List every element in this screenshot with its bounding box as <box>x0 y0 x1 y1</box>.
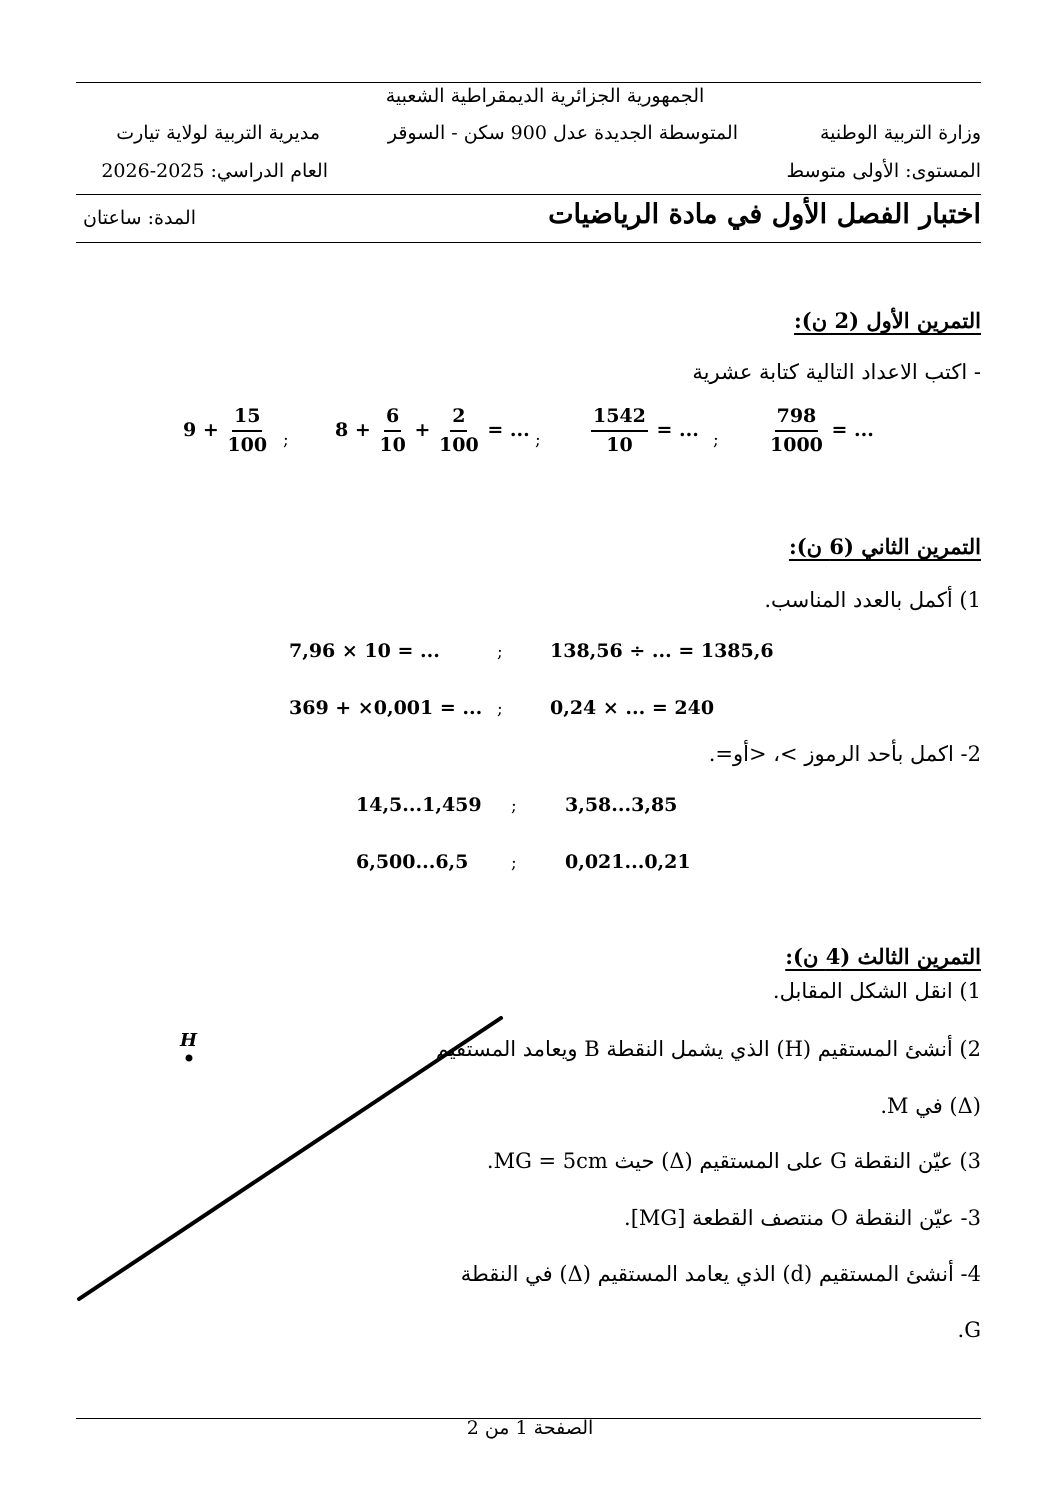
republic-name: الجمهورية الجزائرية الديمقراطية الشعبية <box>385 85 705 107</box>
expr-798-over-1000: $\frac{798}{1000}$ = ... <box>770 405 874 456</box>
geometry-figure <box>60 1010 520 1310</box>
point-h-label: H <box>180 1030 198 1051</box>
expr-1542-over-10: $\frac{1542}{10}$ = ... <box>593 405 699 456</box>
separator: ; <box>497 642 503 662</box>
exercise1-instruction: - اكتب الاعداد التالية كتابة عشرية <box>692 360 981 384</box>
exam-title: اختبار الفصل الأول في مادة الرياضيات <box>548 199 981 230</box>
separator: ; <box>511 853 517 873</box>
expr-9-plus-fraction: 9 + $\frac{15}{100}$ <box>183 405 268 456</box>
directorate-name: مديرية التربية لولاية تيارت <box>116 122 320 144</box>
q1-item-2: 7,96 × 10 = ... <box>289 640 440 662</box>
exercise3-q2-line2: (Δ) في M. <box>880 1094 981 1118</box>
header-top-rule <box>76 82 981 83</box>
q2-item-3: 0,021...0,21 <box>565 851 691 873</box>
header-bottom-rule <box>76 242 981 243</box>
school-name: المتوسطة الجديدة عدل 900 سكن - السوقر <box>387 122 738 144</box>
header-mid-rule <box>76 194 981 195</box>
expr-8-plus-fractions: 8 + $\frac{6}{10}$ + $\frac{2}{100}$ = ... <box>335 405 530 456</box>
exercise1-heading: التمرين الأول (2 ن): <box>794 308 981 333</box>
separator: ; <box>511 796 517 816</box>
separator: ; <box>283 430 289 450</box>
q1-item-1: 138,56 ÷ ... = 1385,6 <box>550 640 774 662</box>
q1-item-4: 369 + ×0,001 = ... <box>289 697 483 719</box>
line-delta <box>79 1018 501 1299</box>
ministry-name: وزارة التربية الوطنية <box>820 122 981 144</box>
exercise2-q2: 2- اكمل بأحد الرموز >، <أو=. <box>708 742 981 766</box>
exercise3-q3b: 3- عيّن النقطة O منتصف القطعة [MG]. <box>624 1206 981 1230</box>
exercise3-q4-line2: G. <box>957 1318 981 1342</box>
exercise3-q2-line1: 2) أنشئ المستقيم (H) الذي يشمل النقطة B ويعامد المستقيم <box>435 1037 981 1061</box>
separator: ; <box>497 699 503 719</box>
q2-item-2: 14,5...1,459 <box>356 794 482 816</box>
exercise3-q1: 1) انقل الشكل المقابل. <box>772 979 981 1003</box>
separator: ; <box>713 430 719 450</box>
separator: ; <box>535 430 541 450</box>
q1-item-3: 0,24 × ... = 240 <box>550 697 715 719</box>
exercise2-heading: التمرين الثاني (6 ن): <box>788 534 981 559</box>
q2-item-4: 6,500...6,5 <box>356 851 469 873</box>
school-year-label: العام الدراسي: 2025-2026 <box>101 160 328 182</box>
exercise3-q3: 3) عيّن النقطة G على المستقيم (Δ) حيث MG = 5cm. <box>486 1149 981 1173</box>
exercise2-q1: 1) أكمل بالعدد المناسب. <box>764 588 981 612</box>
exercise3-heading: التمرين الثالث (4 ن): <box>785 944 981 969</box>
point-h <box>186 1055 193 1062</box>
exercise3-q4-line1: 4- أنشئ المستقيم (d) الذي يعامد المستقيم (Δ) في النقطة <box>460 1262 981 1286</box>
page-number: الصفحة 1 من 2 <box>466 1417 594 1439</box>
q2-item-1: 3,58...3,85 <box>565 794 678 816</box>
level-label: المستوى: الأولى متوسط <box>786 160 981 182</box>
duration-label: المدة: ساعتان <box>83 207 196 229</box>
